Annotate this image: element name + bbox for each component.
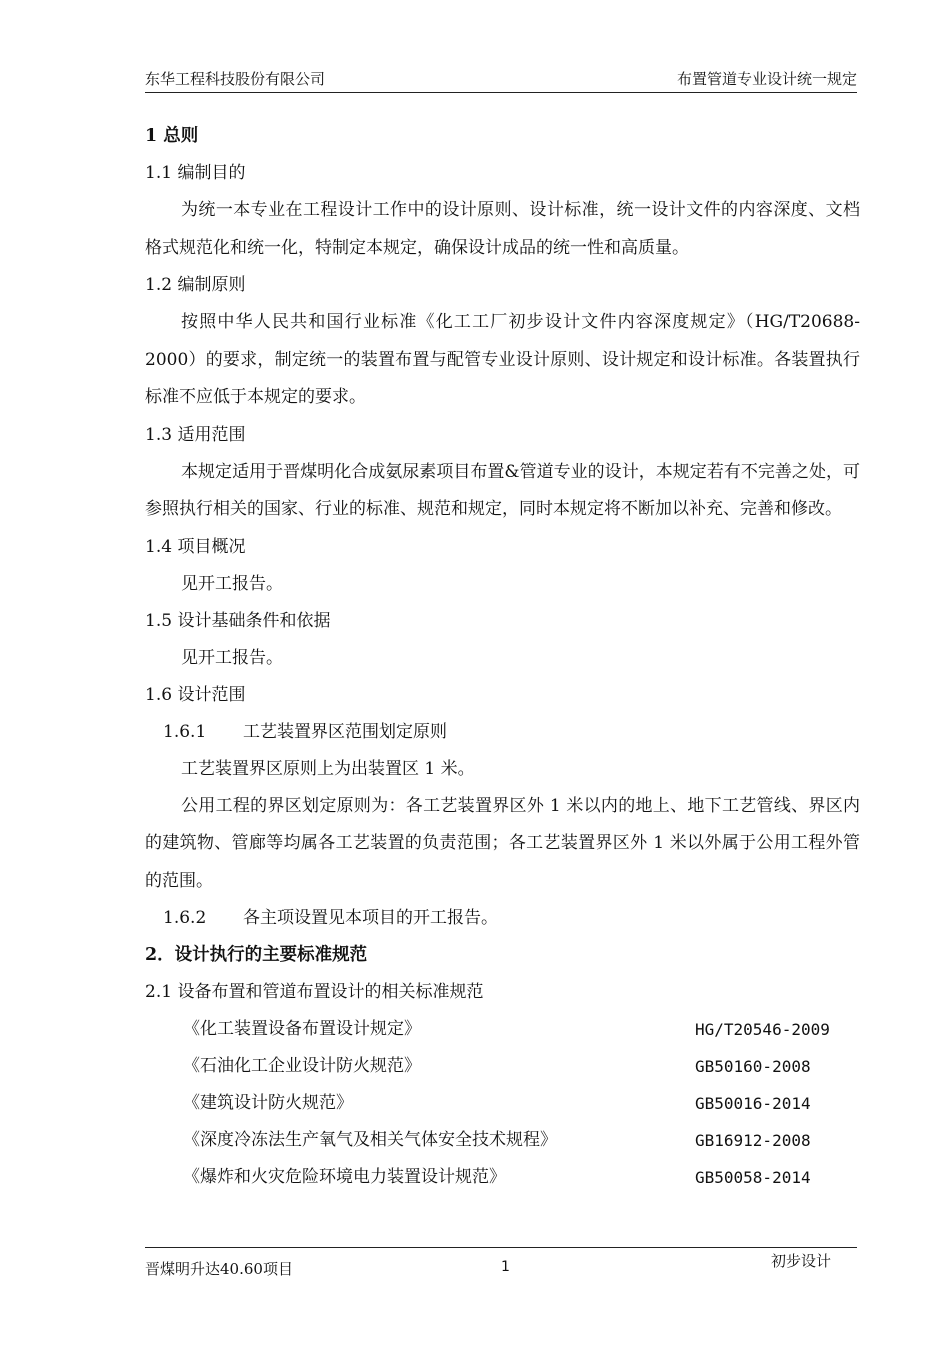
section-1-6-1-text-2: 公用工程的界区划定原则为：各工艺装置界区外 1 米以内的地上、地下工艺管线、界区内的建筑物、管廊等均属各工艺装置的负责范围；各工艺装置界区外 1 米以外属于公用工程外管的范围。 [145,795,860,891]
standards-list [145,1011,860,1196]
section-1-6-1-title: 工艺装置界区范围划定原则 [243,721,447,742]
section-1-3-heading: 1.3 适用范围 [145,424,246,445]
section-1-6-1-heading [145,714,860,751]
standard-code: GB50016-2014 [695,1094,811,1113]
standard-item [145,1159,860,1196]
page-header [145,66,857,93]
section-1-5-text: 见开工报告。 [181,647,283,668]
header-doc-title: 布置管道专业设计统一规定 [676,70,857,88]
standard-name: 《石油化工企业设计防火规范》 [183,1056,421,1076]
standard-name: 《爆炸和火灾危险环境电力装置设计规范》 [183,1167,506,1187]
section-1-3-text: 本规定适用于晋煤明化合成氨尿素项目布置&管道专业的设计，本规定若有不完善之处，可参照执行相关的国家、行业的标准、规范和规定，同时本规定将不断加以补充、完善和修改。 [145,461,860,519]
standard-name: 《化工装置设备布置设计规定》 [183,1019,421,1039]
standard-code: HG/T20546-2009 [695,1020,830,1039]
section-1-1-text: 为统一本专业在工程设计工作中的设计原则、设计标准，统一设计文件的内容深度、文档格式规范化和统一化，特制定本规定，确保设计成品的统一性和高质量。 [145,200,860,258]
standard-name: 《建筑设计防火规范》 [183,1093,353,1113]
standard-code: GB50058-2014 [695,1168,811,1187]
section-1-4-heading: 1.4 项目概况 [145,536,246,557]
section-1-6-2-heading [145,900,860,937]
standard-item [145,1085,860,1122]
section-1-6-2-title: 各主项设置见本项目的开工报告。 [243,908,498,928]
document-body [145,118,860,1196]
standard-code: GB50160-2008 [695,1057,811,1076]
standard-name: 《深度冷冻法生产氧气及相关气体安全技术规程》 [183,1130,557,1150]
footer-project: 晋煤明升达40.60项目 [145,1260,293,1278]
standard-code: GB16912-2008 [695,1131,811,1150]
section-1-5-heading: 1.5 设计基础条件和依据 [145,610,331,631]
page-number: 1 [501,1259,510,1275]
section-2-1-heading: 2.1 设备布置和管道布置设计的相关标准规范 [145,982,484,1002]
section-1-4-text: 见开工报告。 [181,573,283,594]
section-2-heading: 2．设计执行的主要标准规范 [145,945,368,965]
section-1-6-1-text-1: 工艺装置界区原则上为出装置区 1 米。 [181,758,475,779]
section-1-2-text: 按照中华人民共和国行业标准《化工工厂初步设计文件内容深度规定》（HG/T20688-2000）的要求，制定统一的装置布置与配管专业设计原则、设计规定和设计标准。各装置执行标准不应低于本规定的要求。 [145,312,860,407]
section-1-6-1-number: 1.6.1 [163,721,207,742]
section-1-heading: 1 总则 [145,126,199,146]
standard-item [145,1122,860,1159]
footer-stage: 初步设计 [770,1252,831,1270]
section-1-6-2-number: 1.6.2 [163,908,207,928]
section-1-1-heading: 1.1 编制目的 [145,163,246,183]
section-1-6-heading: 1.6 设计范围 [145,684,246,705]
standard-item [145,1011,860,1048]
standard-item [145,1048,860,1085]
section-1-2-heading: 1.2 编制原则 [145,275,246,295]
header-company: 东华工程科技股份有限公司 [145,70,326,88]
page-footer [145,1247,857,1288]
